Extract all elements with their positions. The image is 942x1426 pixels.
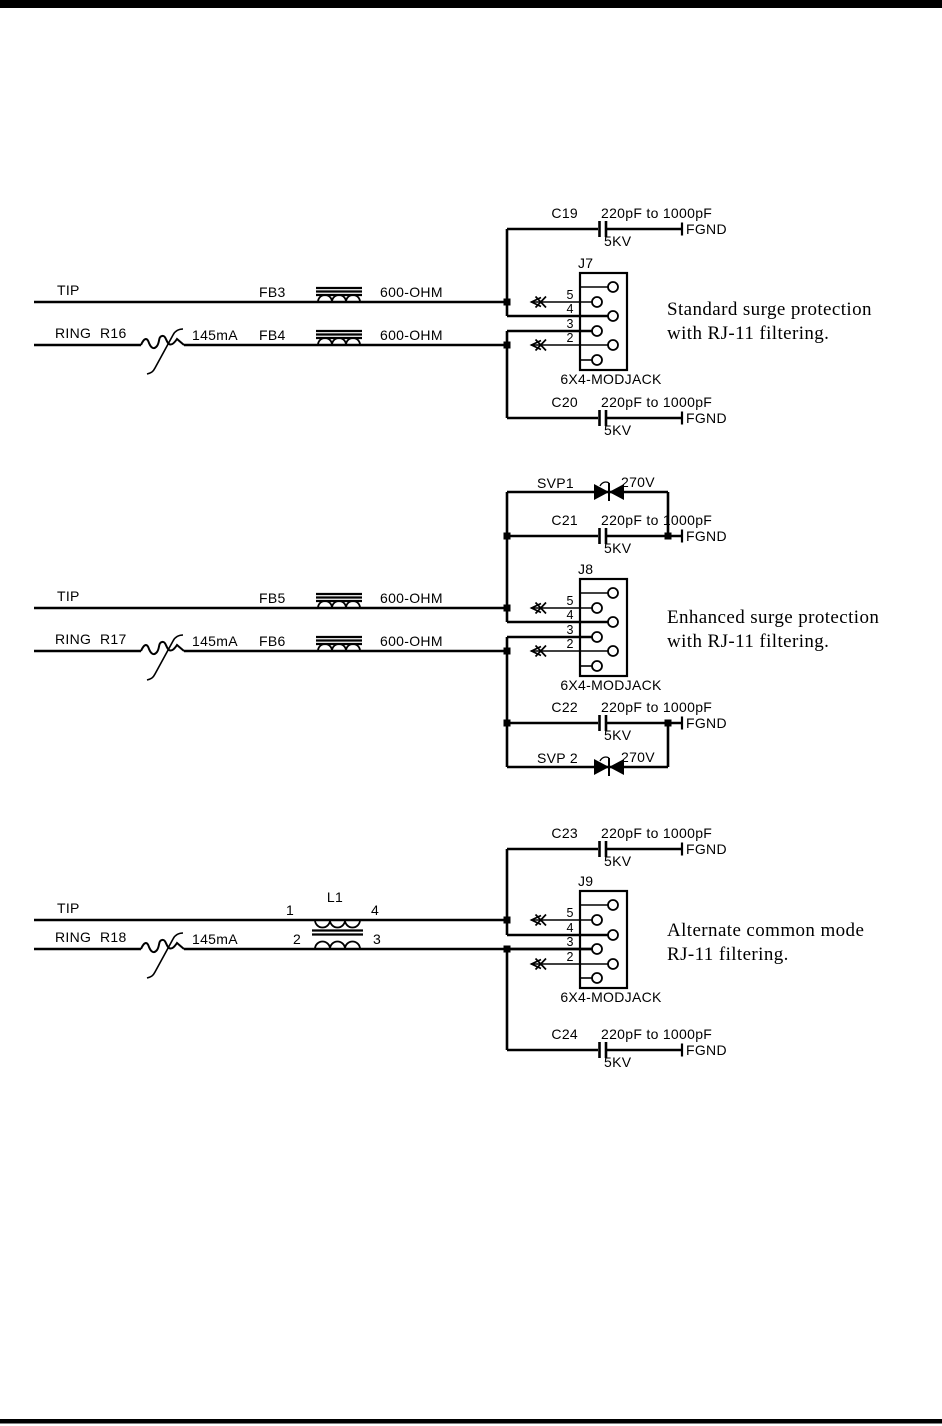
tip-label: TIP [57, 900, 80, 916]
page-top-border [0, 0, 942, 8]
resistor-ref: R16 [100, 325, 127, 341]
pin-number: 5 [566, 288, 574, 302]
ring-label: RING [55, 929, 92, 945]
jack-part: 6X4-MODJACK [560, 989, 662, 1005]
pin-number: 2 [566, 637, 574, 651]
choke-pin: 3 [372, 931, 382, 947]
bead-impedance: 600-OHM [380, 633, 443, 649]
jack-part: 6X4-MODJACK [560, 677, 662, 693]
cap-voltage: 5KV [604, 727, 632, 743]
fgnd-label: FGND [686, 1042, 727, 1058]
cap-range: 220pF to 1000pF [601, 825, 713, 841]
fgnd-label: FGND [686, 715, 727, 731]
cap-ref: C23 [551, 825, 578, 841]
tip-wire [34, 900, 511, 924]
modjack-j7 [507, 255, 662, 387]
junction-dot [665, 533, 672, 540]
resistor-current: 145mA [192, 633, 238, 649]
description-line: RJ-11 filtering. [667, 944, 789, 965]
cap-range: 220pF to 1000pF [601, 1026, 713, 1042]
bead-impedance: 600-OHM [380, 284, 443, 300]
fgnd-label: FGND [686, 841, 727, 857]
pin-number: 3 [566, 935, 574, 949]
capacitor-c19 [507, 205, 727, 249]
page-bottom-border [0, 1419, 942, 1424]
ferrite-bead-fb6 [259, 633, 443, 651]
description-line: Alternate common mode [667, 920, 865, 941]
svp2-suppressor [507, 723, 668, 776]
cap-ref: C20 [551, 394, 578, 410]
cap-range: 220pF to 1000pF [601, 205, 713, 221]
resistor-ref: R17 [100, 631, 127, 647]
pin-number: 3 [566, 317, 574, 331]
tip-label: TIP [57, 282, 80, 298]
modjack-j8 [507, 561, 662, 693]
section-enhanced-surge [34, 474, 879, 776]
description-line: with RJ-11 filtering. [667, 631, 830, 652]
fusible-resistor-r18 [100, 929, 238, 978]
jack-part: 6X4-MODJACK [560, 371, 662, 387]
cap-ref: C24 [551, 1026, 578, 1042]
bead-ref: FB4 [259, 327, 286, 343]
tip-label: TIP [57, 588, 80, 604]
svp-voltage: 270V [621, 749, 655, 765]
ferrite-bead-fb5 [259, 590, 443, 608]
resistor-current: 145mA [192, 931, 238, 947]
description-line: Standard surge protection [667, 299, 872, 320]
capacitor-c20 [507, 394, 727, 438]
ring-label: RING [55, 325, 92, 341]
modjack-j9 [507, 873, 662, 1005]
bead-ref: FB6 [259, 633, 286, 649]
capacitor-c23 [507, 825, 727, 869]
cap-voltage: 5KV [604, 422, 632, 438]
cap-ref: C19 [551, 205, 578, 221]
cap-range: 220pF to 1000pF [601, 394, 713, 410]
cap-range: 220pF to 1000pF [601, 699, 713, 715]
capacitor-c22 [504, 699, 727, 743]
bead-ref: FB5 [259, 590, 286, 606]
jack-ref: J7 [578, 255, 594, 271]
bead-impedance: 600-OHM [380, 590, 443, 606]
choke-pin: 4 [370, 902, 380, 918]
capacitor-c24 [507, 1026, 727, 1070]
pin-number: 4 [566, 608, 574, 622]
ferrite-bead-fb4 [259, 327, 443, 345]
jack-ref: J9 [578, 873, 594, 889]
pin-number: 2 [566, 950, 574, 964]
fgnd-label: FGND [686, 528, 727, 544]
cap-range: 220pF to 1000pF [601, 512, 713, 528]
pin-number: 4 [566, 302, 574, 316]
fgnd-label: FGND [686, 221, 727, 237]
section-alternate-common-mode [34, 825, 864, 1070]
capacitor-c21 [504, 512, 727, 556]
fusible-resistor-r17 [100, 631, 238, 680]
junction-dot [504, 605, 511, 612]
junction-dot [504, 299, 511, 306]
svp-ref: SVP 2 [537, 750, 578, 766]
svp-ref: SVP1 [537, 475, 574, 491]
junction-dot [504, 720, 511, 727]
cap-voltage: 5KV [604, 233, 632, 249]
bead-ref: FB3 [259, 284, 286, 300]
pin-number: 5 [566, 906, 574, 920]
svp-voltage: 270V [621, 474, 655, 490]
cap-voltage: 5KV [604, 853, 632, 869]
choke-pin: 2 [292, 931, 302, 947]
resistor-ref: R18 [100, 929, 127, 945]
junction-dot [504, 917, 511, 924]
fgnd-label: FGND [686, 410, 727, 426]
description-line: with RJ-11 filtering. [667, 323, 830, 344]
fusible-resistor-r16 [100, 325, 238, 374]
description-line: Enhanced surge protection [667, 607, 880, 628]
pin-number: 3 [566, 623, 574, 637]
cap-voltage: 5KV [604, 540, 632, 556]
choke-ref: L1 [326, 889, 344, 905]
ring-label: RING [55, 631, 92, 647]
cap-ref: C21 [551, 512, 578, 528]
bead-impedance: 600-OHM [380, 327, 443, 343]
resistor-current: 145mA [192, 327, 238, 343]
jack-ref: J8 [578, 561, 594, 577]
pin-number: 2 [566, 331, 574, 345]
choke-pin: 1 [285, 902, 295, 918]
cap-ref: C22 [551, 699, 578, 715]
pin-number: 4 [566, 921, 574, 935]
cap-voltage: 5KV [604, 1054, 632, 1070]
ferrite-bead-fb3 [259, 284, 443, 302]
section-standard-surge [34, 205, 872, 438]
pin-number: 5 [566, 594, 574, 608]
